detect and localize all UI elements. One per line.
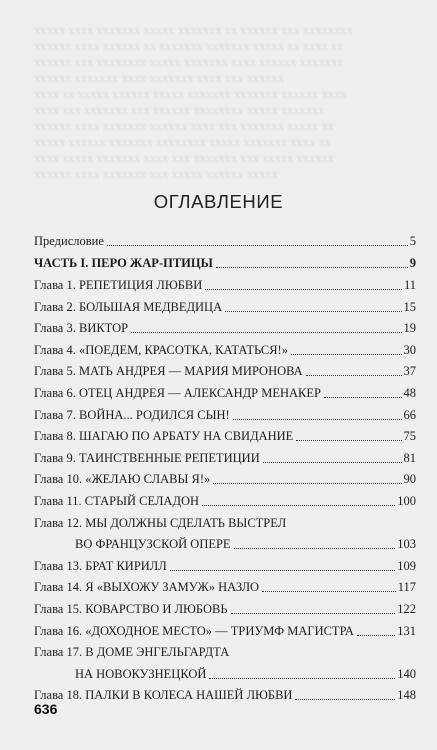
toc-entry-label: Глава 2. БОЛЬШАЯ МЕДВЕДИЦА: [34, 299, 223, 314]
toc-entry: [34, 624, 416, 639]
toc-entry: [34, 321, 416, 336]
show-through-text: ххххх хххх ххххххх ххххх ххххххх хх хххххх ххх хххххххх хххххх хххх хххххх хх ххххххх ххххххх ххххх хх хххх хх хххххх ххх хххххххх ххххх ххххххх хххх хххххх ххххххх хххххх ххххххх хххх ххххххх хххх ххх хххххх хххх хх ххххх хххххх ххххх ххххххх ххххххх хххххх хххх хххх ххх ххххххх ххх хххххх хххххххх ххххх ххххххх хххххх хххх ххххххх хххххх хххх ххх ххххххх ххххх хх ххххх хххххх ххххххх хххххххх ххххх ххххххх хххх хх хххх ххххх ххххххх хххх ххх ххххххх ххх ххххх хххххх хххххх хххх ххххххх ххх ххххх хххххх ххххх: [34, 23, 353, 181]
toc-entry-label: Глава 12. МЫ ДОЛЖНЫ СДЕЛАТЬ ВЫСТРЕЛ: [34, 515, 287, 530]
dot-leader: [225, 311, 401, 312]
toc-entry-page: 19: [403, 321, 416, 336]
dot-leader: [231, 613, 396, 614]
dot-leader: [170, 570, 395, 571]
dot-leader: [234, 548, 396, 549]
toc-entry-page: 140: [397, 666, 416, 681]
dot-leader: [213, 483, 401, 484]
toc-entry-label: Глава 10. «ЖЕЛАЮ СЛАВЫ Я!»: [34, 472, 211, 487]
toc-entry: [34, 451, 416, 466]
dot-leader: [107, 245, 408, 246]
toc-entry-label: Глава 3. ВИКТОР: [34, 321, 129, 336]
toc-entry-label: Глава 1. РЕПЕТИЦИЯ ЛЮБВИ: [34, 278, 203, 293]
toc-entry: [34, 300, 416, 315]
toc-entry: [34, 386, 416, 401]
toc-entry-page: 109: [397, 558, 416, 573]
toc-entry-page: 5: [409, 234, 416, 248]
toc-entry-label: Глава 16. «ДОХОДНОЕ МЕСТО» — ТРИУМФ МАГИСТРА: [34, 623, 354, 638]
dot-leader: [202, 505, 395, 506]
dot-leader: [296, 440, 401, 441]
toc-entry-label: Глава 9. ТАИНСТВЕННЫЕ РЕПЕТИЦИИ: [34, 450, 260, 465]
toc-entry: [34, 343, 416, 358]
dot-leader: [233, 419, 402, 420]
toc-entry-label: ЧАСТЬ I. ПЕРО ЖАР-ПТИЦЫ: [34, 255, 213, 270]
dot-leader: [291, 354, 402, 355]
toc-entry-preface: [34, 234, 416, 249]
page-number: 636: [34, 701, 58, 717]
toc-entry-page: 48: [403, 386, 416, 401]
toc-entry-label: Глава 17. В ДОМЕ ЭНГЕЛЬГАРДТА: [34, 645, 230, 660]
dot-leader: [216, 267, 408, 268]
toc-entry-page: 103: [397, 537, 416, 552]
toc-entry-page: 117: [397, 580, 416, 595]
toc-entry: [34, 408, 416, 423]
toc-entry-label: Глава 5. МАТЬ АНДРЕЯ — МАРИЯ МИРОНОВА: [34, 364, 303, 379]
toc-entry-page: 66: [403, 407, 416, 422]
toc-entry-label: Глава 15. КОВАРСТВО И ЛЮБОВЬ: [34, 602, 228, 616]
toc-entry: [34, 472, 416, 487]
toc-entry: [34, 364, 416, 379]
toc-entry-page: 75: [403, 429, 416, 444]
dot-leader: [205, 289, 402, 290]
toc-entry-two-line: [34, 645, 416, 682]
dot-leader: [324, 397, 402, 398]
dot-leader: [357, 635, 395, 636]
toc-entry-label-continued: ВО ФРАНЦУЗСКОЙ ОПЕРЕ: [75, 537, 231, 552]
dot-leader: [263, 462, 402, 463]
toc-entry-part: [34, 256, 416, 271]
toc-entry: [34, 602, 416, 617]
dot-leader: [209, 678, 395, 679]
toc-entry-page: 37: [403, 364, 416, 379]
toc-entry-page: 15: [403, 299, 416, 314]
toc-entry-page: 90: [403, 472, 416, 487]
toc-entry-label: Глава 7. ВОЙНА... РОДИЛСЯ СЫН!: [34, 407, 230, 422]
dot-leader: [295, 699, 395, 700]
toc-entry: [34, 429, 416, 444]
toc-entry-label: Глава 14. Я «ВЫХОЖУ ЗАМУЖ» НАЗЛО: [34, 580, 260, 595]
toc-entry-label: Глава 13. БРАТ КИРИЛЛ: [34, 558, 167, 573]
toc-entry-label: Глава 4. «ПОЕДЕМ, КРАСОТКА, КАТАТЬСЯ!»: [34, 342, 288, 357]
toc-entry-page: 81: [403, 450, 416, 465]
page-title: ОГЛАВЛЕНИЕ: [153, 191, 284, 212]
toc-entry: [34, 278, 416, 293]
dot-leader: [262, 591, 396, 592]
toc-entry: [34, 688, 416, 703]
toc-entry: [34, 559, 416, 574]
toc-entry-label-continued: НА НОВОКУЗНЕЦКОЙ: [75, 666, 207, 681]
toc-entry-label: Предисловие: [34, 234, 104, 248]
toc-entry-page: 131: [397, 623, 416, 638]
dot-leader: [306, 375, 402, 376]
dot-leader: [131, 332, 401, 333]
toc-entry-page: 100: [397, 494, 416, 509]
toc-entry: [34, 580, 416, 595]
toc-entry-page: 148: [397, 688, 416, 703]
toc-entry-page: 30: [403, 342, 416, 357]
toc-entry-page: 9: [409, 255, 416, 270]
toc-entry: [34, 494, 416, 509]
table-of-contents: [34, 234, 416, 710]
toc-entry-label: Глава 8. ШАГАЮ ПО АРБАТУ НА СВИДАНИЕ: [34, 429, 294, 444]
toc-entry-label: Глава 18. ПАЛКИ В КОЛЕСА НАШЕЙ ЛЮБВИ: [34, 688, 293, 703]
toc-entry-label: Глава 6. ОТЕЦ АНДРЕЯ — АЛЕКСАНДР МЕНАКЕР: [34, 386, 321, 401]
toc-entry-page: 122: [397, 602, 416, 616]
toc-entry-two-line: [34, 516, 416, 553]
toc-entry-page: 11: [403, 278, 416, 293]
toc-entry-label: Глава 11. СТАРЫЙ СЕЛАДОН: [34, 494, 200, 509]
